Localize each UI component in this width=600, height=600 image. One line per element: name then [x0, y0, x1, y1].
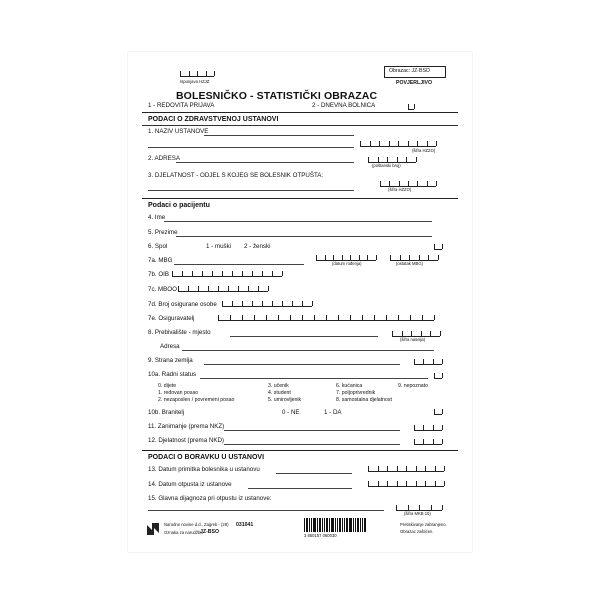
status-option: 1. redovan posao: [158, 390, 199, 396]
work-status-label: 10a. Radni status: [148, 371, 197, 378]
insured-number-boxes[interactable]: [222, 300, 312, 307]
mbg-date-hint: (datum rođenja): [332, 261, 362, 266]
discharge-date-line[interactable]: [248, 488, 352, 489]
mbg-label: 7a. MBG: [148, 257, 173, 264]
activity-hzzo-hint: (šifra HZZO): [388, 187, 412, 192]
status-option: 8. samostalna djelatnost: [336, 397, 392, 403]
first-name-line[interactable]: [164, 221, 432, 222]
veteran-label: 10b. Branitelj: [148, 409, 185, 416]
product-number: 031041: [236, 522, 254, 528]
admission-date-boxes[interactable]: [368, 465, 444, 472]
postal-code-hint: (poštanski broj): [372, 163, 401, 168]
activity-line[interactable]: [148, 190, 354, 191]
status-option: 3. učenik: [268, 383, 289, 389]
institution-hzzo-hint: (šifra HZZO): [412, 148, 436, 153]
publisher-text: Narodne novine d.d., Zagreb - (28): [164, 522, 229, 527]
diagnosis-label: 15. Glavna dijagnoza pri otpustu iz ustanove:: [148, 495, 272, 502]
foreign-country-label: 9. Strana zemlja: [148, 357, 193, 364]
mbg-line[interactable]: [174, 264, 304, 265]
order-sign-label: Oznaka za narudžbu: [164, 530, 203, 535]
residence-code-boxes[interactable]: [392, 330, 440, 337]
patient-activity-line[interactable]: [224, 444, 400, 445]
mboo-boxes[interactable]: [178, 285, 268, 292]
status-option: 6. kućanica: [336, 383, 363, 389]
patient-address-line[interactable]: [182, 350, 434, 351]
residence-code-hint: (šifra naselja): [400, 337, 426, 342]
fill-by-label: Ispunjava HZJZ: [180, 79, 210, 84]
hzjz-code-boxes[interactable]: [180, 70, 214, 77]
divider: [142, 198, 458, 199]
divider: [142, 112, 458, 113]
divider: [142, 125, 458, 126]
veteran-box[interactable]: [434, 408, 442, 415]
oib-boxes[interactable]: [172, 270, 282, 277]
address-line[interactable]: [176, 162, 354, 163]
residence-label: 8. Prebivalište - mjesto: [148, 329, 211, 336]
mbg-date-boxes[interactable]: [316, 254, 376, 261]
postal-code-boxes[interactable]: [368, 156, 416, 163]
discharge-date-boxes[interactable]: [368, 480, 444, 487]
section-institution-heading: PODACI O ZDRAVSTVENOJ USTANOVI: [148, 116, 279, 123]
type-box[interactable]: [408, 103, 414, 110]
insured-number-label: 7d. Broj osigurane osobe: [148, 301, 217, 308]
insurer-label: 7e. Osiguravatelj: [148, 315, 195, 322]
diagnosis-code-boxes[interactable]: [396, 504, 442, 511]
status-option: 2. nezaposlen / povremeni posao: [158, 397, 235, 403]
sex-label: 6. Spol: [148, 243, 168, 250]
barcode-number: 3 850157 060030: [304, 533, 337, 538]
patient-activity-label: 12. Djelatnost (prema NKD): [148, 437, 224, 444]
type-day-hospital: 2 - DNEVNA BOLNICA: [312, 102, 376, 109]
institution-name-line[interactable]: [204, 135, 354, 136]
barcode: [304, 518, 367, 532]
status-option: 9. nepoznato: [398, 383, 428, 389]
surname-label: 5. Prezime: [148, 229, 178, 236]
mboo-label: 7c. MBOO: [148, 286, 177, 293]
country-code-boxes[interactable]: [414, 358, 442, 365]
work-status-box[interactable]: [434, 372, 442, 379]
occupation-label: 11. Zanimanje (prema NKZ): [148, 423, 225, 430]
oib-label: 7b. OIB: [148, 271, 169, 278]
diagnosis-line[interactable]: [148, 510, 384, 511]
status-option: 5. umirovljenik: [268, 397, 302, 403]
type-regular: 1 - REDOVITA PRIJAVA: [148, 102, 215, 109]
divider: [142, 450, 458, 451]
veteran-yes: 1 - DA: [324, 409, 342, 416]
first-name-label: 4. Ime: [148, 214, 166, 221]
residence-line[interactable]: [230, 336, 378, 337]
occupation-code-boxes[interactable]: [414, 424, 442, 431]
order-sign-code: JZ-BSO: [200, 529, 220, 535]
status-option: 4. student: [268, 390, 291, 396]
form-title: BOLESNIČKO - STATISTIČKI OBRAZAC: [176, 90, 378, 102]
veteran-no: 0 - NE: [282, 409, 300, 416]
activity-hzzo-boxes[interactable]: [380, 180, 436, 187]
status-option: 0. dijete: [158, 383, 177, 389]
section-stay-heading: PODACI O BORAVKU U USTANOVI: [148, 454, 265, 461]
form-page: [128, 52, 472, 552]
institution-name-label: 1. NAZIV USTANOVE: [148, 128, 209, 135]
copyright-notice-2: Obrazac zaštićen.: [400, 529, 434, 534]
admission-date-line[interactable]: [276, 473, 352, 474]
discharge-date-label: 14. Datum otpusta iz ustanove: [148, 481, 232, 488]
status-option: 7. poljoprivrednik: [336, 390, 376, 396]
patient-address-label: Adresa: [160, 343, 180, 350]
copyright-notice-1: Pretiskivanje zabranjeno.: [400, 522, 447, 527]
confidential-label: POVJERLJIVO: [396, 80, 433, 86]
mbg-rest-hint: (ostatak MBG): [396, 261, 423, 266]
address-label: 2. ADRESA: [148, 155, 180, 162]
diagnosis-code-hint: (šifra MKB 10): [404, 511, 431, 516]
occupation-line[interactable]: [224, 430, 400, 431]
sex-male: 1 - muški: [206, 243, 232, 250]
admission-date-label: 13. Datum primitka bolesnika u ustanovu: [148, 466, 260, 473]
sex-female: 2 - ženski: [244, 243, 271, 250]
publisher-logo-icon: [146, 522, 160, 536]
work-status-line[interactable]: [200, 378, 428, 379]
patient-activity-code-boxes[interactable]: [414, 438, 442, 445]
insurer-boxes[interactable]: [218, 314, 434, 321]
sex-box[interactable]: [434, 243, 442, 250]
mbg-rest-boxes[interactable]: [390, 254, 438, 261]
foreign-country-line[interactable]: [204, 364, 400, 365]
section-patient-heading: Podaci o pacijentu: [148, 202, 210, 209]
activity-label: 3. DJELATNOST - ODJEL S KOJEG SE BOLESNIK OTPUŠTA:: [148, 172, 324, 179]
surname-line[interactable]: [176, 236, 432, 237]
form-code: Obrazac: JZ-BSO: [389, 68, 430, 74]
institution-hzzo-boxes[interactable]: [360, 140, 436, 147]
institution-name-line-2[interactable]: [148, 147, 354, 148]
